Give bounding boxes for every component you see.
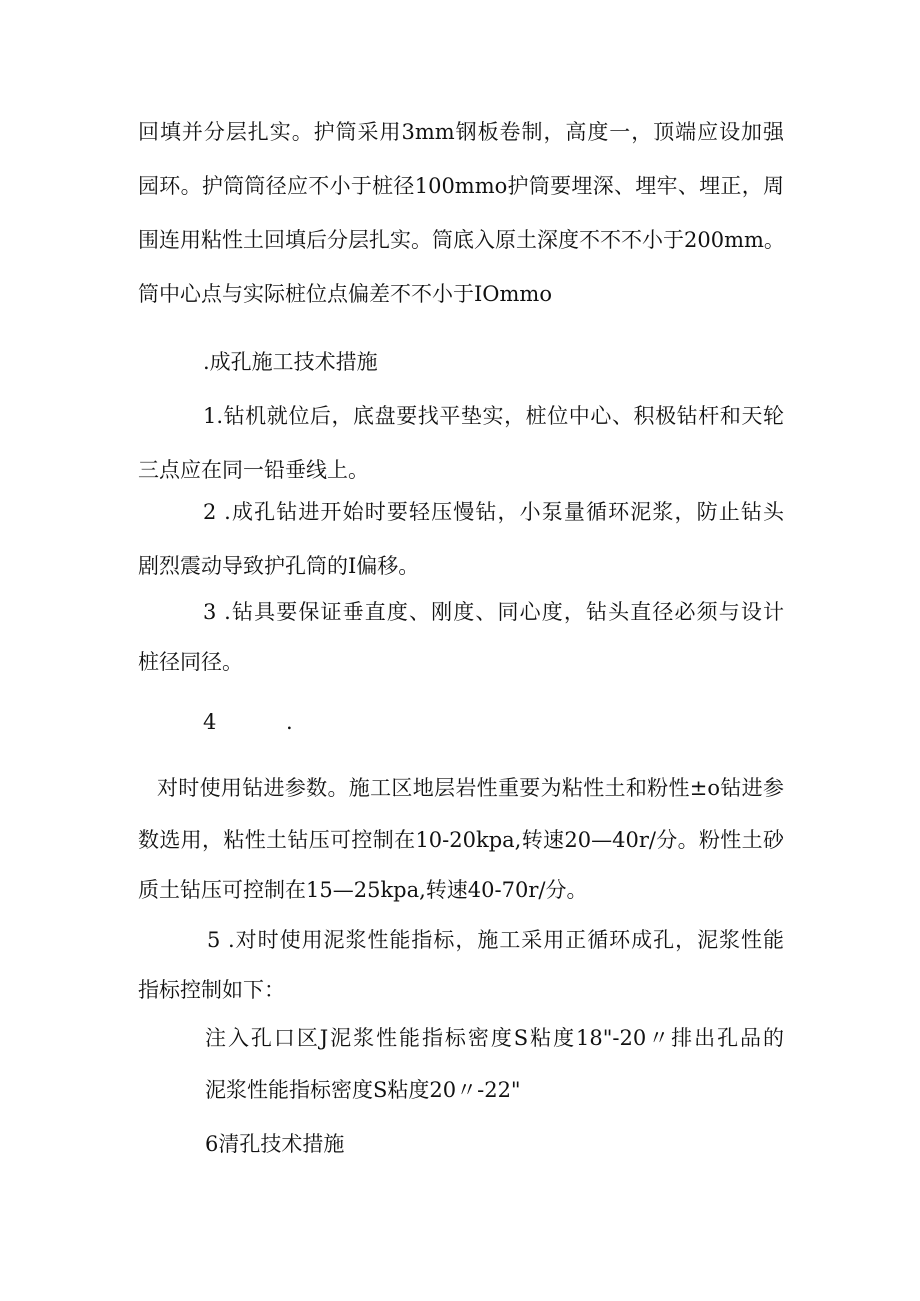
paragraph-line: 2 .成孔钻进开始时要轻压慢钻，小泵量循环泥浆，防止钻头 [203, 500, 784, 524]
paragraph-line: 3 .钻具要保证垂直度、刚度、同心度，钻头直径必须与设计 [203, 600, 784, 624]
paragraph-line: 1.钻机就位后，底盘要找平垫实，桩位中心、积极钻杆和天轮 [203, 404, 784, 428]
paragraph-line: 剧烈震动导致护孔筒的I偏移。 [138, 554, 420, 578]
paragraph-line: 围连用粘性土回填后分层扎实。筒底入原土深度不不不小于200mm。 [138, 228, 785, 252]
paragraph-line: 指标控制如下： [138, 978, 285, 1002]
paragraph-line: 5 .对时使用泥浆性能指标，施工采用正循环成孔，泥浆性能 [207, 928, 784, 952]
paragraph-line: 园环。护筒筒径应不小于桩径100mmo护筒要埋深、埋牢、埋正，周 [138, 174, 784, 198]
list-number-dot: . [286, 710, 293, 734]
list-number: 4 [203, 710, 217, 734]
section-heading: 6清孔技术措施 [205, 1132, 345, 1156]
paragraph-line: 桩径同径。 [138, 650, 243, 674]
section-heading: .成孔施工技术措施 [203, 350, 378, 374]
paragraph-line: 质土钻压可控制在15—25kpa,转速40-70r/分。 [138, 878, 588, 902]
paragraph-line: 回填并分层扎实。护筒采用3mm钢板卷制，高度一，顶端应设加强 [138, 120, 784, 144]
paragraph-line: 三点应在同一铅垂线上。 [138, 458, 369, 482]
paragraph-line: 数选用，粘性土钻压可控制在10-20kpa,转速20—40r/分。粉性土砂 [138, 828, 784, 852]
paragraph-line: 泥浆性能指标密度S粘度20〃-22" [205, 1078, 521, 1102]
paragraph-line: 筒中心点与实际桩位点偏差不不小于IOmmo [138, 282, 552, 306]
paragraph-line: 注入孔口区J泥浆性能指标密度S粘度18"-20〃排出孔品的 [205, 1026, 784, 1050]
paragraph-line: 对时使用钻进参数。施工区地层岩性重要为粘性土和粉性±o钻进参 [157, 776, 784, 800]
